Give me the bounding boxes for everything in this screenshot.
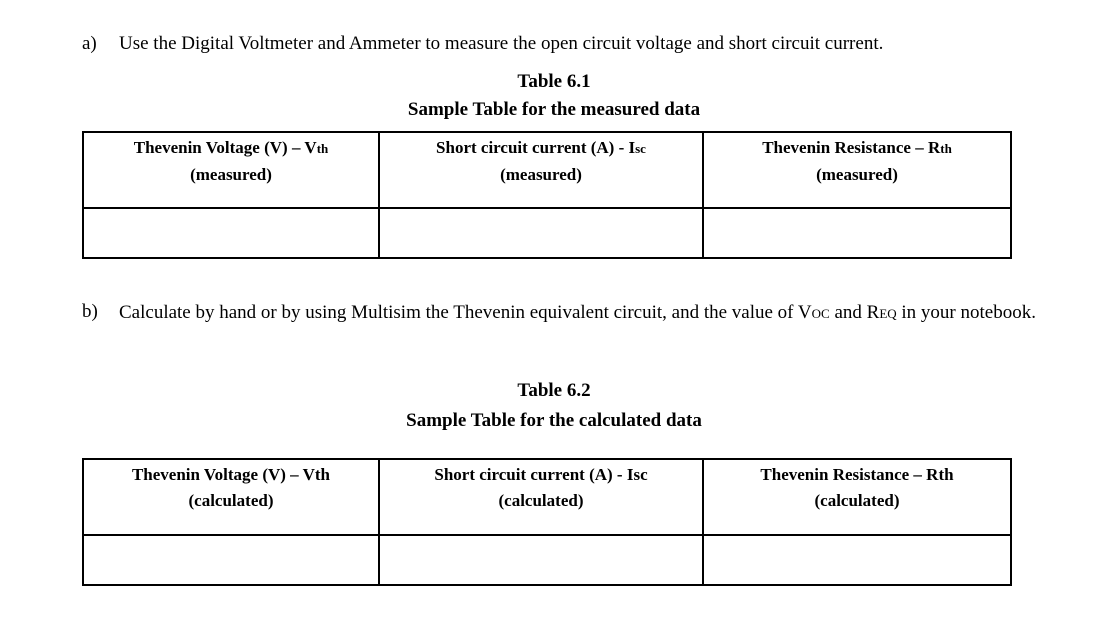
table1-header-isc-label: Short circuit current (A) - I [436,138,636,157]
instruction-a-marker: a) [82,33,97,54]
table1-header-isc [379,132,703,208]
table1-cell-vth [83,208,379,258]
table2-cell-rth [703,535,1011,585]
table1-number: Table 6.1 [517,71,591,92]
instruction-b-marker: b) [82,301,98,322]
table2-header-row [83,459,1011,535]
table2-header-rth-label: Thevenin Resistance – Rth [760,465,954,484]
table1-header-rth-note: (measured) [816,165,898,184]
instruction-b-text-start: Calculate by hand or by using Multisim the Thevenin equivalent circuit, and the value of V [119,302,812,323]
table2-title: Sample Table for the calculated data [406,410,702,431]
table1-header-vth-sub: th [316,141,329,156]
table2-header-isc-label: Short circuit current (A) - Isc [434,465,648,484]
table1-header-rth [703,132,1011,208]
instruction-b-text-mid: and R [829,302,880,323]
table1-cell-rth [703,208,1011,258]
table1-header-row [83,132,1011,208]
calculated-data-table [82,458,1012,586]
table1-header-rth-label: Thevenin Resistance – R [762,138,941,157]
table2-number: Table 6.2 [517,380,591,401]
table2-header-vth [83,459,379,535]
table2-data-row [83,535,1011,585]
table1-header-vth-note: (measured) [190,165,272,184]
table2-cell-vth [83,535,379,585]
table2-header-isc-note: (calculated) [498,491,584,510]
table2-header-rth [703,459,1011,535]
instruction-b-text [119,298,1108,329]
instruction-a-text: Use the Digital Voltmeter and Ammeter to measure the open circuit voltage and short circuit current. [119,33,884,54]
table2-cell-isc [379,535,703,585]
instruction-b-req-sub: EQ [879,306,897,321]
instruction-b-text-end: in your notebook. [896,302,1036,323]
instruction-b-voc-sub: OC [811,306,830,321]
table1-title: Sample Table for the measured data [407,99,701,120]
table2-header-vth-label: Thevenin Voltage (V) – Vth [131,465,331,484]
table1-header-isc-note: (measured) [500,165,582,184]
table1-header-vth-label: Thevenin Voltage (V) – V [133,138,317,157]
table1-data-row [83,208,1011,258]
measured-data-table [82,131,1012,259]
table1-cell-isc [379,208,703,258]
table2-header-rth-note: (calculated) [814,491,900,510]
table1-caption [0,69,1108,123]
table1-header-isc-sub: sc [635,141,646,156]
table2-caption [0,378,1108,434]
table1-header-rth-sub: th [940,141,952,156]
table1-header-vth [83,132,379,208]
table2-header-vth-note: (calculated) [188,491,274,510]
table2-header-isc [379,459,703,535]
